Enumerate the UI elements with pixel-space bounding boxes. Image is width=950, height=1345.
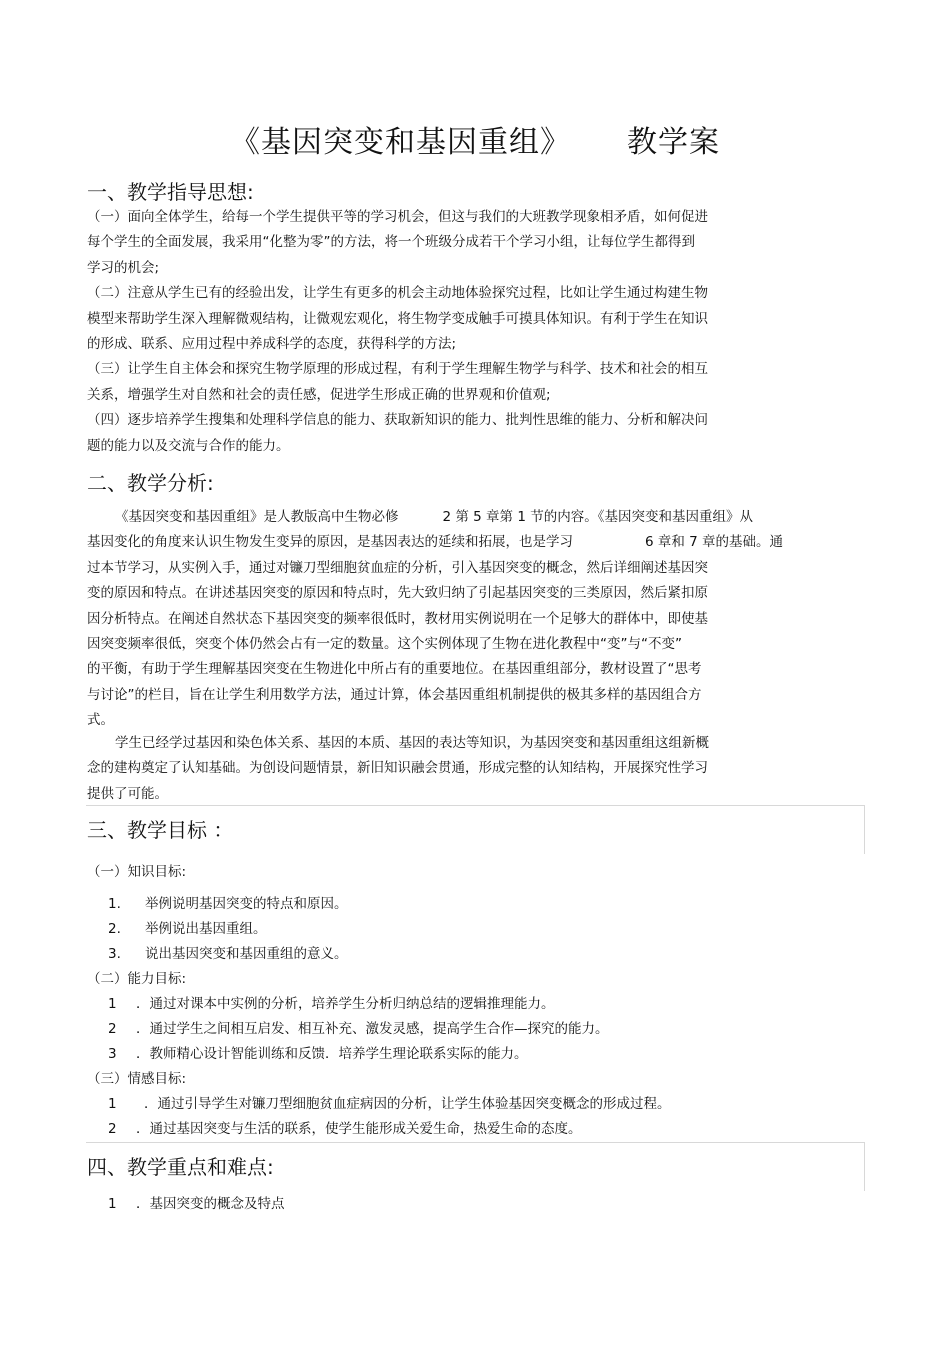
section2-text: 2 第 5 章第 1 节的内容。《基因突变和基因重组》从 xyxy=(442,509,753,525)
section2-text: 式。 xyxy=(87,712,114,729)
section2-text: 《基因突变和基因重组》是人教版高中生物必修 xyxy=(115,509,399,525)
section1-line: （三）让学生自主体会和探究生物学原理的形成过程，有利于学生理解生物学与科学、技术和社会的相互 xyxy=(87,361,708,378)
item-number: 1 xyxy=(108,1196,117,1212)
item-number: 1. xyxy=(108,896,121,912)
section2-text: 变的原因和特点。在讲述基因突变的原因和特点时，先大致归纳了引起基因突变的三类原因，然后紧扣原 xyxy=(87,585,708,602)
item-text: ．通过学生之间相互启发、相互补充、激发灵感，提高学生合作—探究的能力。 xyxy=(136,1021,609,1037)
list-item xyxy=(108,1018,609,1040)
item-text: 举例说出基因重组。 xyxy=(145,921,267,937)
section2-text: 学生已经学过基因和染色体关系、基因的本质、基因的表达等知识，为基因突变和基因重组这组新概 xyxy=(115,735,709,751)
item-number: 2 xyxy=(108,1121,117,1137)
title-main: 《基因突变和基因重组》 xyxy=(230,125,571,160)
item-number: 1 xyxy=(108,996,117,1012)
item-text: 说出基因突变和基因重组的意义。 xyxy=(145,946,348,962)
item-text: 举例说明基因突变的特点和原因。 xyxy=(145,896,348,912)
section1-line: （一）面向全体学生，给每一个学生提供平等的学习机会，但这与我们的大班教学现象相矛盾，如何促进 xyxy=(87,209,708,225)
knowledge-goals-label: （一）知识目标: xyxy=(87,864,187,880)
section2-text: 提供了可能。 xyxy=(87,785,168,802)
section2-text: 与讨论”的栏目，旨在让学生利用数学方法，通过计算，体会基因重组机制提供的极其多样的基因组合方 xyxy=(87,686,702,703)
item-number: 2 xyxy=(108,1021,117,1037)
section1-line: （四）逐步培养学生搜集和处理科学信息的能力、获取新知识的能力、批判性思维的能力、分析和解决问 xyxy=(87,412,708,429)
section1-heading: 一、教学指导思想: xyxy=(87,180,254,204)
section2-heading: 二、教学分析: xyxy=(87,471,214,495)
list-item xyxy=(108,1043,528,1065)
list-item xyxy=(108,1193,285,1215)
item-text: ．基因突变的概念及特点 xyxy=(136,1196,285,1212)
section2-text: 因突变频率很低，突变个体仍然会占有一定的数量。这个实例体现了生物在进化教程中“变”与“不变” xyxy=(87,636,682,653)
title-suffix: 教学案 xyxy=(627,125,720,160)
emotion-goals-label: （三）情感目标: xyxy=(87,1071,187,1087)
section2-para1 xyxy=(87,505,857,734)
list-item xyxy=(108,1093,671,1115)
section2-text: 因分析特点。在阐述自然状态下基因突变的频率很低时，教材用实例说明在一个足够大的群体中，即使基 xyxy=(87,610,708,627)
section1-line: 题的能力以及交流与合作的能力。 xyxy=(87,437,290,454)
section1-line: 每个学生的全面发展，我采用“化整为零”的方法，将一个班级分成若干个学习小组，让每位学生都得到 xyxy=(87,234,695,251)
list-item xyxy=(108,1118,582,1140)
section2-para2 xyxy=(87,731,857,807)
item-number: 3 xyxy=(108,1046,117,1062)
section2-text: 6 章和 7 章的基础。通 xyxy=(645,534,784,551)
list-item xyxy=(108,943,348,965)
section1-line: 关系，增强学生对自然和社会的责任感，促进学生形成正确的世界观和价值观; xyxy=(87,386,551,403)
item-text: ．通过引导学生对镰刀型细胞贫血症病因的分析，让学生体验基因突变概念的形成过程。 xyxy=(144,1096,671,1112)
item-text: ．通过对课本中实例的分析，培养学生分析归纳总结的逻辑推理能力。 xyxy=(136,996,555,1012)
section1-line: （二）注意从学生已有的经验出发，让学生有更多的机会主动地体验探究过程，比如让学生通过构建生物 xyxy=(87,285,708,302)
page-title xyxy=(0,122,950,164)
item-text: ．通过基因突变与生活的联系，使学生能形成关爱生命，热爱生命的态度。 xyxy=(136,1121,582,1137)
section1-line: 的形成、联系、应用过程中养成科学的态度，获得科学的方法; xyxy=(87,336,457,353)
section1-line: 模型来帮助学生深入理解微观结构，让微观宏观化，将生物学变成触手可摸具体知识。有利于学生在知识 xyxy=(87,310,708,327)
section4-heading: 四、教学重点和难点: xyxy=(87,1155,274,1179)
section2-text: 的平衡，有助于学生理解基因突变在生物进化中所占有的重要地位。在基因重组部分，教材设置了“思考 xyxy=(87,661,702,678)
list-item xyxy=(108,893,348,915)
item-number: 3. xyxy=(108,946,121,962)
section1-line: 学习的机会; xyxy=(87,259,160,276)
section2-text: 过本节学习，从实例入手，通过对镰刀型细胞贫血症的分析，引入基因突变的概念，然后详细阐述基因突 xyxy=(87,559,708,576)
list-item xyxy=(108,918,267,940)
ability-goals-label: （二）能力目标: xyxy=(87,971,187,987)
item-text: ．教师精心设计智能训练和反馈．培养学生理论联系实际的能力。 xyxy=(136,1046,528,1062)
section3-heading: 三、教学目标 ： xyxy=(87,818,234,842)
section2-text: 基因变化的角度来认识生物发生变异的原因，是基因表达的延续和拓展，也是学习 xyxy=(87,534,573,551)
section2-text: 念的建构奠定了认知基础。为创设问题情景，新旧知识融会贯通，形成完整的认知结构，开展探究性学习 xyxy=(87,760,708,777)
list-item xyxy=(108,993,555,1015)
item-number: 1 xyxy=(108,1096,117,1112)
item-number: 2. xyxy=(108,921,121,937)
section1-body xyxy=(87,205,857,459)
